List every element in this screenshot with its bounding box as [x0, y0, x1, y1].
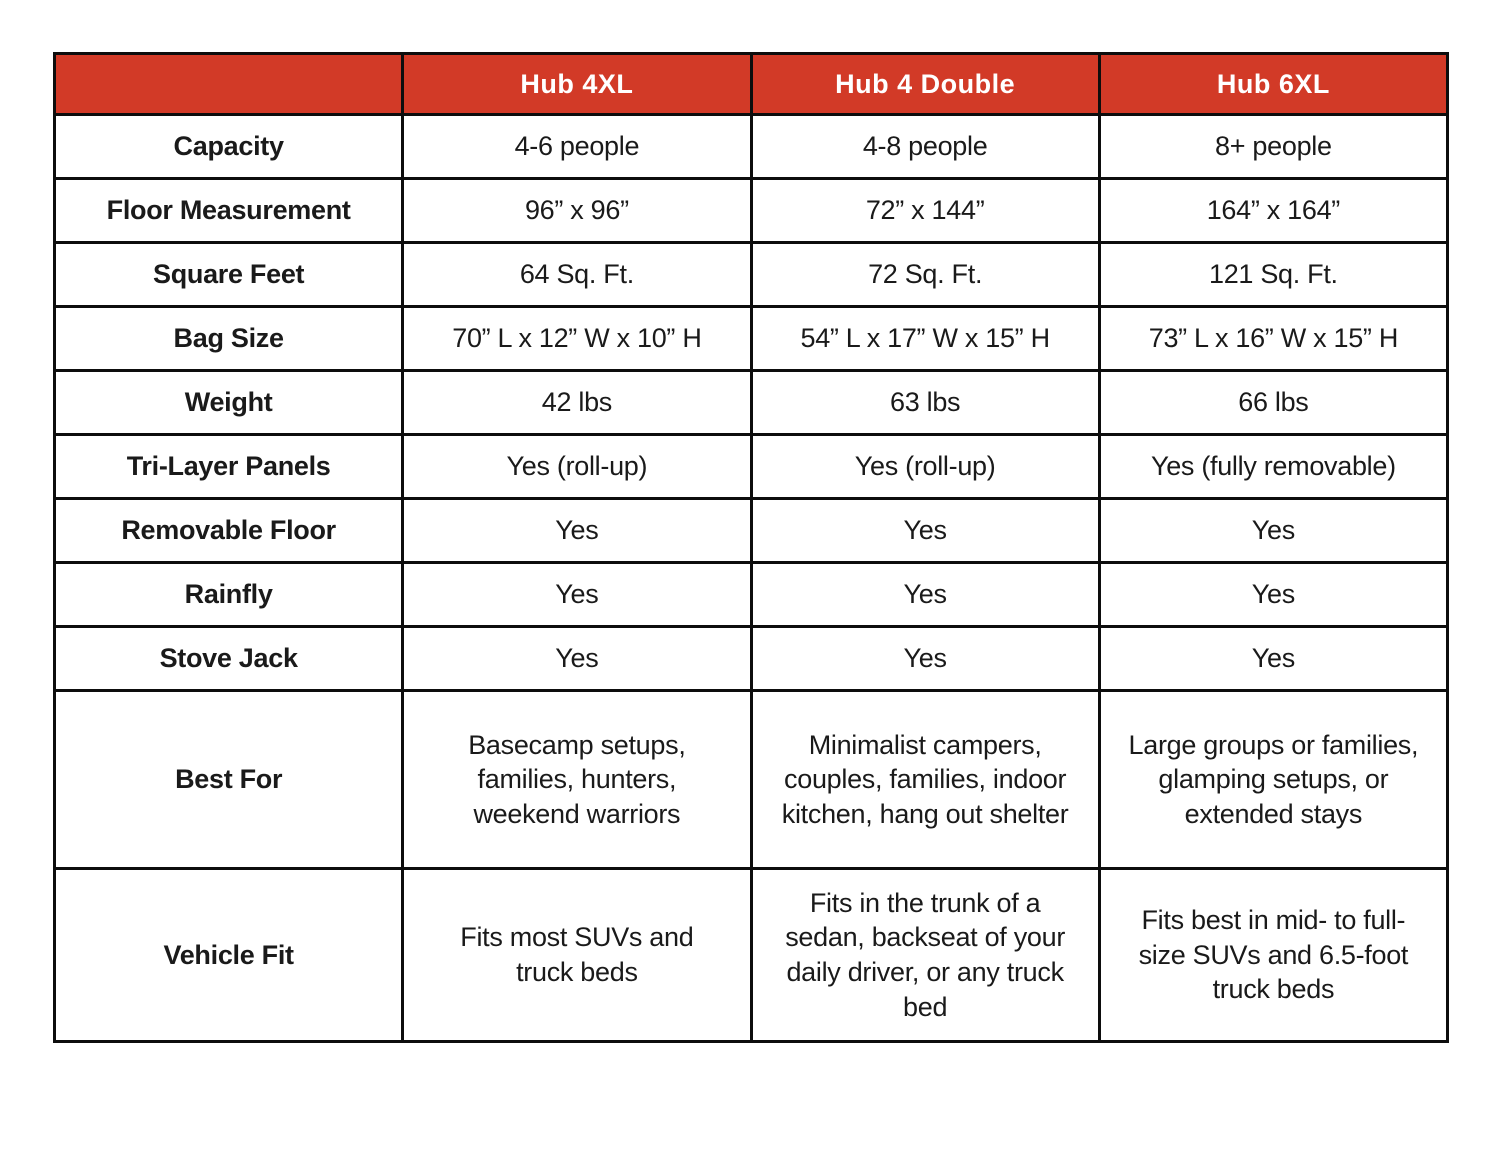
- cell-rainfly-hub4double: Yes: [751, 563, 1099, 627]
- cell-sqft-hub6xl: 121 Sq. Ft.: [1099, 243, 1447, 307]
- cell-capacity-hub6xl: 8+ people: [1099, 115, 1447, 179]
- header-hub-4xl: Hub 4XL: [403, 54, 751, 115]
- cell-stove-jack-hub6xl: Yes: [1099, 627, 1447, 691]
- cell-panels-hub4xl: Yes (roll-up): [403, 435, 751, 499]
- cell-vehicle-fit-hub4xl: Fits most SUVs and truck beds: [403, 869, 751, 1042]
- row-label-removable-floor: Removable Floor: [55, 499, 403, 563]
- header-hub-6xl: Hub 6XL: [1099, 54, 1447, 115]
- cell-floor-hub4xl: 96” x 96”: [403, 179, 751, 243]
- row-label-bag-size: Bag Size: [55, 307, 403, 371]
- cell-vehicle-fit-hub6xl: Fits best in mid- to full-size SUVs and 6.5-foot truck beds: [1099, 869, 1447, 1042]
- row-label-stove-jack: Stove Jack: [55, 627, 403, 691]
- cell-rainfly-hub6xl: Yes: [1099, 563, 1447, 627]
- row-label-square-feet: Square Feet: [55, 243, 403, 307]
- cell-floor-hub4double: 72” x 144”: [751, 179, 1099, 243]
- cell-removable-floor-hub4xl: Yes: [403, 499, 751, 563]
- cell-weight-hub4xl: 42 lbs: [403, 371, 751, 435]
- cell-best-for-hub4double: Minimalist campers, couples, families, indoor kitchen, hang out shelter: [751, 691, 1099, 869]
- cell-sqft-hub4xl: 64 Sq. Ft.: [403, 243, 751, 307]
- header-row: [55, 54, 1448, 115]
- row-best-for: [55, 691, 1448, 869]
- cell-sqft-hub4double: 72 Sq. Ft.: [751, 243, 1099, 307]
- cell-rainfly-hub4xl: Yes: [403, 563, 751, 627]
- tent-comparison-table: [53, 52, 1449, 1043]
- row-label-capacity: Capacity: [55, 115, 403, 179]
- cell-bag-hub4double: 54” L x 17” W x 15” H: [751, 307, 1099, 371]
- cell-capacity-hub4double: 4-8 people: [751, 115, 1099, 179]
- row-label-floor-measurement: Floor Measurement: [55, 179, 403, 243]
- cell-best-for-hub4xl: Basecamp setups, families, hunters, weekend warriors: [403, 691, 751, 869]
- header-corner-cell: [55, 54, 403, 115]
- cell-vehicle-fit-hub4double: Fits in the trunk of a sedan, backseat of your daily driver, or any truck bed: [751, 869, 1099, 1042]
- row-weight: [55, 371, 1448, 435]
- cell-panels-hub6xl: Yes (fully removable): [1099, 435, 1447, 499]
- row-capacity: [55, 115, 1448, 179]
- row-label-vehicle-fit: Vehicle Fit: [55, 869, 403, 1042]
- cell-weight-hub6xl: 66 lbs: [1099, 371, 1447, 435]
- cell-best-for-hub6xl: Large groups or families, glamping setups, or extended stays: [1099, 691, 1447, 869]
- cell-weight-hub4double: 63 lbs: [751, 371, 1099, 435]
- cell-capacity-hub4xl: 4-6 people: [403, 115, 751, 179]
- row-removable-floor: [55, 499, 1448, 563]
- cell-bag-hub4xl: 70” L x 12” W x 10” H: [403, 307, 751, 371]
- row-label-best-for: Best For: [55, 691, 403, 869]
- row-label-weight: Weight: [55, 371, 403, 435]
- cell-stove-jack-hub4xl: Yes: [403, 627, 751, 691]
- cell-removable-floor-hub4double: Yes: [751, 499, 1099, 563]
- row-square-feet: [55, 243, 1448, 307]
- cell-bag-hub6xl: 73” L x 16” W x 15” H: [1099, 307, 1447, 371]
- row-label-tri-layer-panels: Tri-Layer Panels: [55, 435, 403, 499]
- row-bag-size: [55, 307, 1448, 371]
- cell-panels-hub4double: Yes (roll-up): [751, 435, 1099, 499]
- row-stove-jack: [55, 627, 1448, 691]
- row-vehicle-fit: [55, 869, 1448, 1042]
- cell-removable-floor-hub6xl: Yes: [1099, 499, 1447, 563]
- cell-floor-hub6xl: 164” x 164”: [1099, 179, 1447, 243]
- row-tri-layer-panels: [55, 435, 1448, 499]
- row-label-rainfly: Rainfly: [55, 563, 403, 627]
- row-rainfly: [55, 563, 1448, 627]
- cell-stove-jack-hub4double: Yes: [751, 627, 1099, 691]
- header-hub-4-double: Hub 4 Double: [751, 54, 1099, 115]
- row-floor-measurement: [55, 179, 1448, 243]
